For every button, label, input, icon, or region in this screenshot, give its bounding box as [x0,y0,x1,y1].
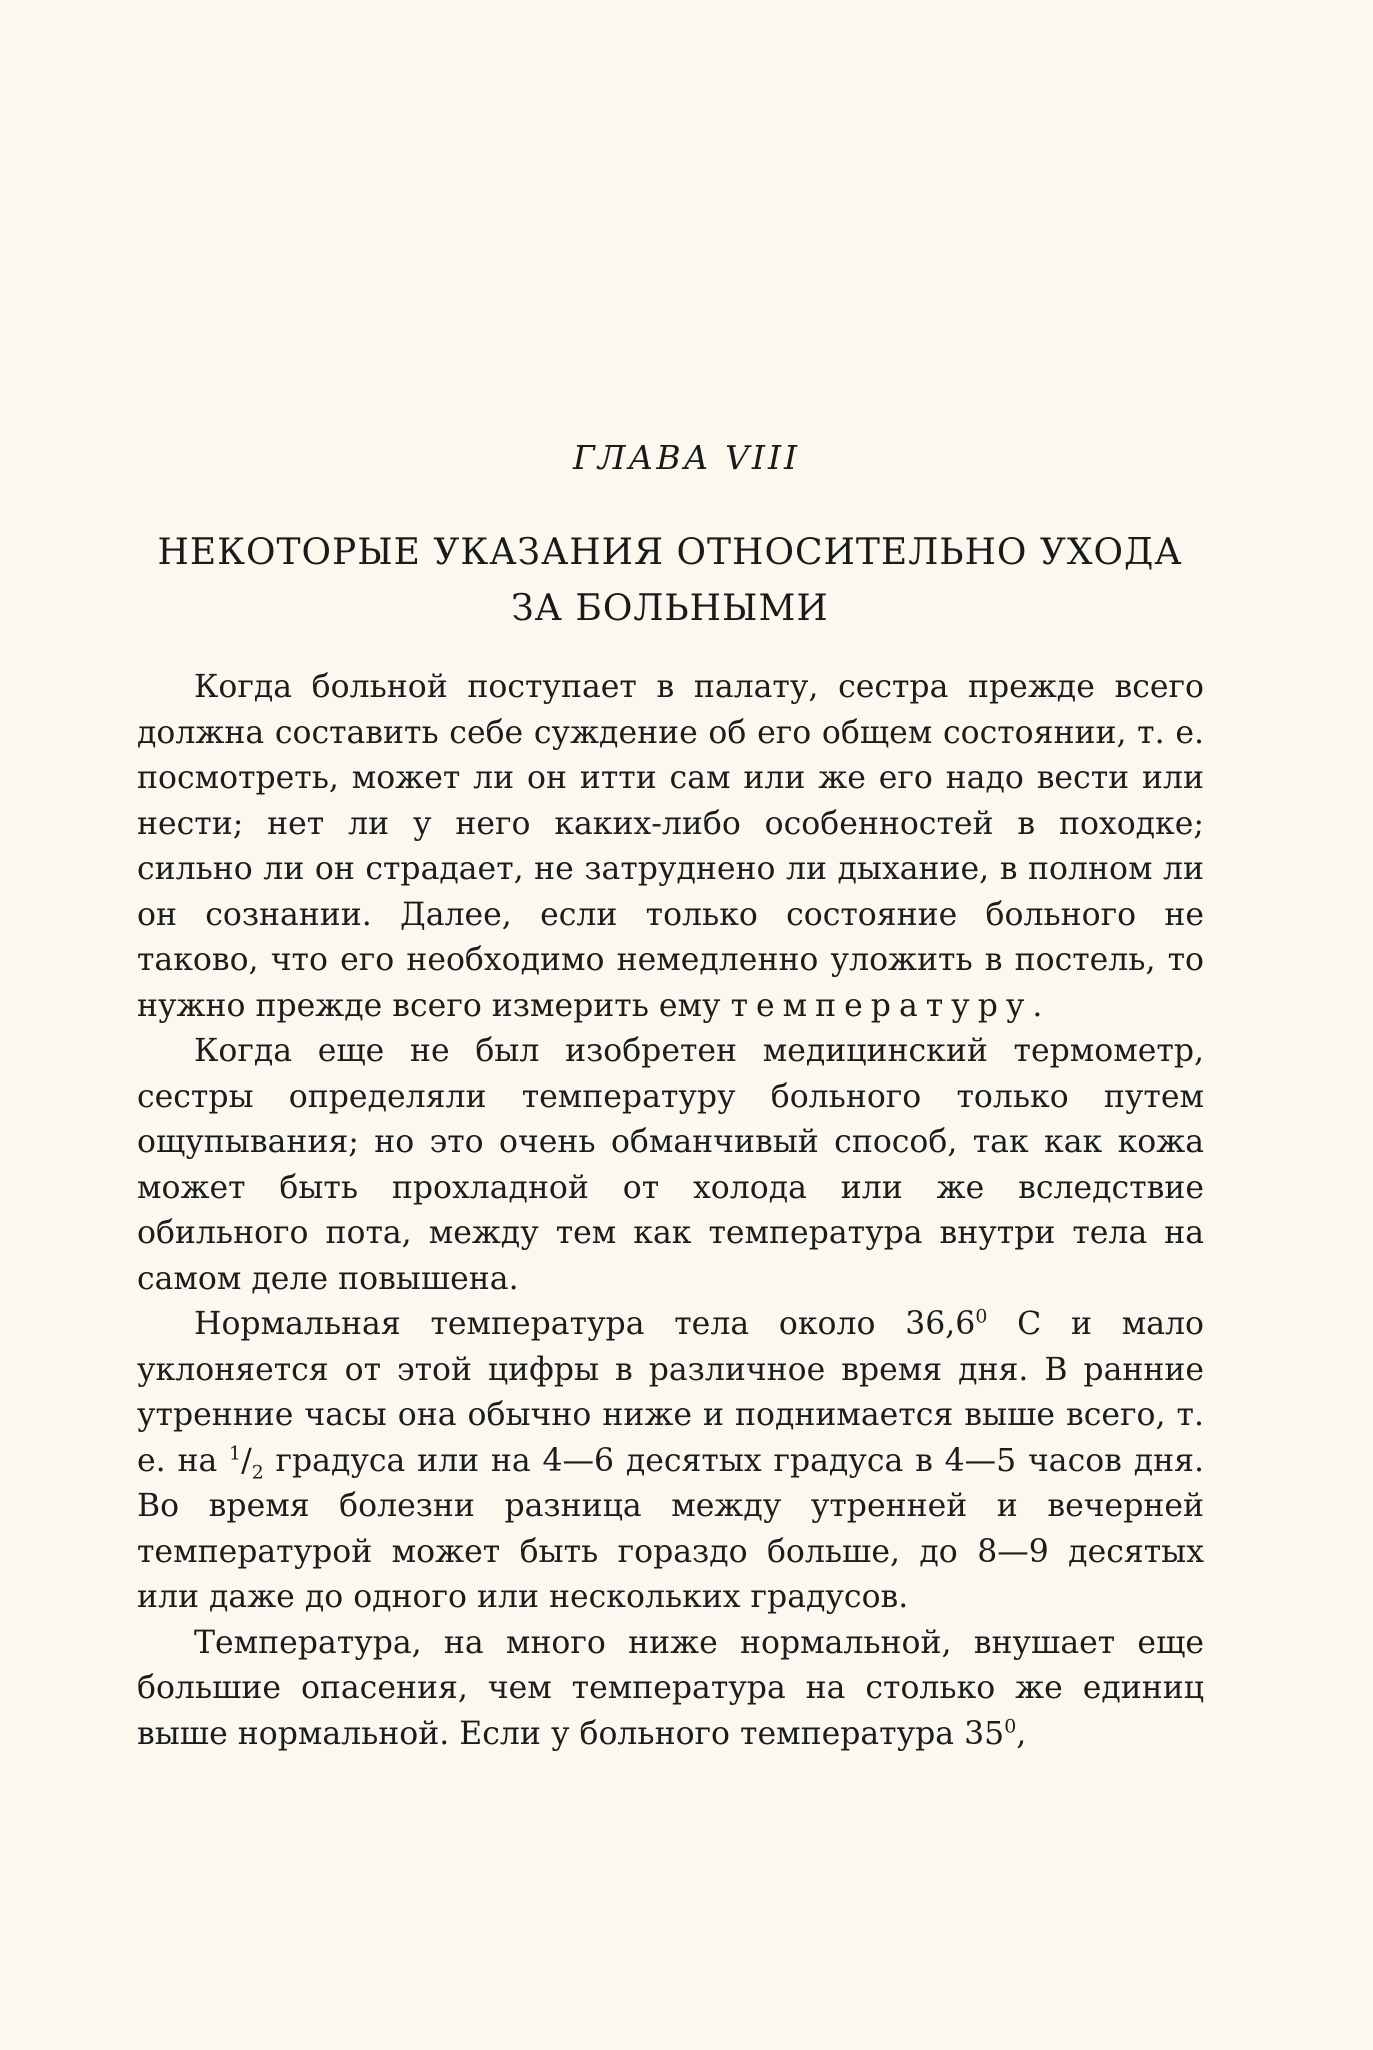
chapter-number: ГЛАВА VIII [572,438,801,477]
body-text [137,665,1204,1757]
chapter-title-line-2: ЗА БОЛЬНЫМИ [511,588,829,629]
emphasized-word: температуру [730,987,1033,1024]
paragraph-2: Когда еще не был изобретен медицинский термометр, сестры определяли температуру больного только путем ощупывания; но это очень обманчивый способ, так как кожа может быть прохладной от холода или же вследствие обильного пота, между тем как температура внутри тела на самом деле повышена. [137,1033,1204,1297]
paragraph-3-text-b: С и мало уклоняется от этой цифры в различное время дня. В ранние утренние часы она обычно ниже и поднимается выше всего, т. е. на [137,1306,1204,1479]
paragraph-4 [137,1621,1204,1758]
paragraph-3: Нормальная температура тела около 36,6$^0$ С и мало уклоняется от этой цифры в различное время дня. В ранние утренние часы она обычно ниже и поднимается выше всего, т. е. на $^1/_2$ градуса или на 4—6 десятых градуса в 4—5 часов дня. Во время болезни разница между утренней и вечерней температурой может быть гораздо больше, до 8—9 десятых или даже до одного или нескольких градусов. [137,1305,1204,1615]
degree-sign: 0 [1004,1715,1017,1737]
paragraph-1-text: Когда больной поступает в палату, сестра прежде всего должна составить себе суждение об его общем состоянии, т. е. посмотреть, может ли он итти сам или же его надо вести или нести; нет ли у него каких-либо особенностей в походке; сильно ли он страдает, не затруднено ли дыхание, в полном ли он сознании. Далее, если только состояние больного не таково, что его необходимо немедленно уложить в постель, то нужно прежде всего измерить ему [137,669,1204,1024]
chapter-title-line-1: НЕКОТОРЫЕ УКАЗАНИЯ ОТНОСИТЕЛЬНО УХОДА [157,532,1183,573]
paragraph-3-text-c: градуса или на 4—6 десятых градуса в 4—5 часов дня. Во время болезни разница между утренней и вечерней температурой может быть гораздо больше, до 8—9 десятых или даже до одного или нескольких градусов. [137,1442,1204,1615]
paragraph-1 [137,665,1204,1029]
chapter-title [130,525,1210,637]
degree-sign: 0 [975,1305,988,1328]
fraction-numerator: 1 [229,1442,242,1464]
paragraph-4-text: Температура, на много ниже нормальной, внушает еще большие опасения, чем температура на столько же единиц выше нормальной. Если у больного температура 35 [137,1624,1204,1752]
fraction-denominator: 2 [251,1460,264,1483]
paragraph-1-end: . [1032,987,1043,1024]
paragraph-4-end: , [1016,1715,1027,1752]
paragraph-3-text-a: Нормальная температура тела около 36,6 [194,1306,976,1342]
